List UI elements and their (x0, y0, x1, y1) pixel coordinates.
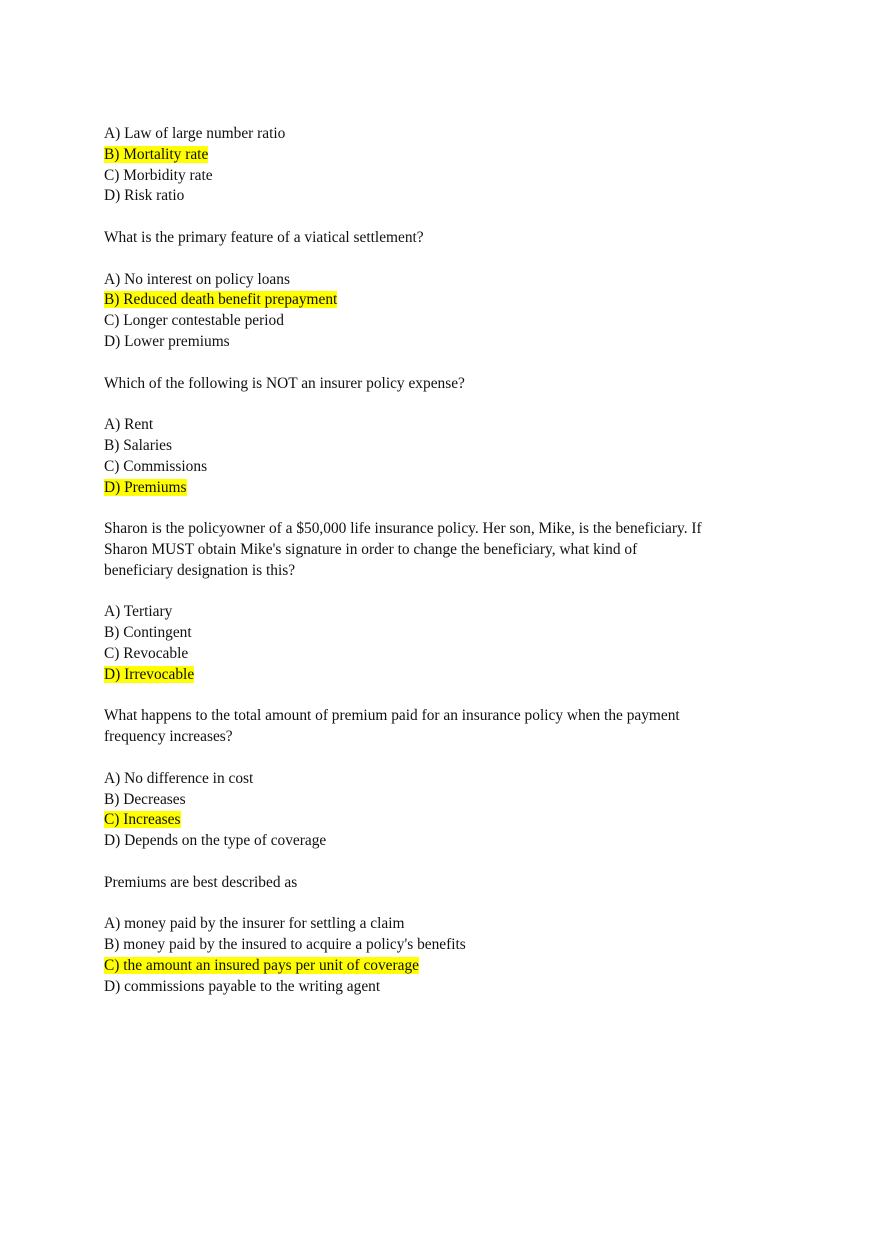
option-a: A) No interest on policy loans (104, 270, 290, 288)
answer-options-block-2 (104, 415, 744, 498)
option-b-correct (104, 290, 744, 311)
option-c: C) Morbidity rate (104, 166, 213, 184)
option-d: D) commissions payable to the writing agent (104, 977, 381, 995)
question-text: Premiums are best described as (104, 873, 298, 891)
question-beneficiary-designation (104, 519, 744, 581)
answer-options-block-5 (104, 914, 744, 997)
option-d-correct (104, 478, 744, 499)
answer-highlight: C) Increases (104, 811, 181, 829)
option-d: D) Lower premiums (104, 332, 230, 350)
option-c: C) Longer contestable period (104, 312, 284, 330)
option-a: A) Law of large number ratio (104, 125, 286, 142)
question-viatical-settlement (104, 228, 744, 249)
option-a: A) No difference in cost (104, 769, 254, 787)
option-c: C) Commissions (104, 457, 208, 475)
option-b: B) Decreases (104, 790, 186, 808)
question-text-line: What happens to the total amount of premium paid for an insurance policy when the payment (104, 707, 680, 725)
answer-options-block-1 (104, 270, 744, 353)
answer-highlight: B) Reduced death benefit prepayment (104, 291, 338, 309)
answer-options-block-0 (104, 124, 744, 207)
answer-highlight: D) Premiums (104, 478, 187, 496)
answer-highlight: C) the amount an insured pays per unit of coverage (104, 956, 419, 974)
option-b: B) Contingent (104, 624, 192, 642)
question-payment-frequency (104, 706, 744, 748)
option-d: D) Depends on the type of coverage (104, 832, 327, 850)
option-b: B) money paid by the insured to acquire a policy's benefits (104, 936, 466, 954)
option-c: C) Revocable (104, 644, 189, 662)
question-text: Which of the following is NOT an insurer policy expense? (104, 374, 465, 392)
question-text-line: Sharon MUST obtain Mike's signature in order to change the beneficiary, what kind of (104, 540, 638, 558)
option-d: D) Risk ratio (104, 187, 185, 205)
option-b: B) Salaries (104, 436, 172, 454)
answer-highlight: B) Mortality rate (104, 145, 209, 163)
option-d-correct (104, 665, 744, 686)
answer-highlight: D) Irrevocable (104, 665, 195, 683)
option-a: A) money paid by the insurer for settling a claim (104, 915, 405, 933)
question-text: What is the primary feature of a viatical settlement? (104, 228, 424, 246)
answer-options-block-4 (104, 769, 744, 852)
question-premiums-described (104, 873, 744, 894)
question-text-line: beneficiary designation is this? (104, 561, 296, 579)
answer-options-block-3 (104, 602, 744, 685)
document-page (104, 124, 744, 1018)
option-a: A) Rent (104, 416, 154, 434)
option-a: A) Tertiary (104, 603, 173, 621)
question-text-line: Sharon is the policyowner of a $50,000 life insurance policy. Her son, Mike, is the beneficiary. If (104, 520, 702, 538)
option-c-correct (104, 956, 744, 977)
option-b-correct (104, 145, 744, 166)
question-insurer-expense (104, 374, 744, 395)
question-text-line: frequency increases? (104, 728, 233, 746)
option-c-correct (104, 810, 744, 831)
